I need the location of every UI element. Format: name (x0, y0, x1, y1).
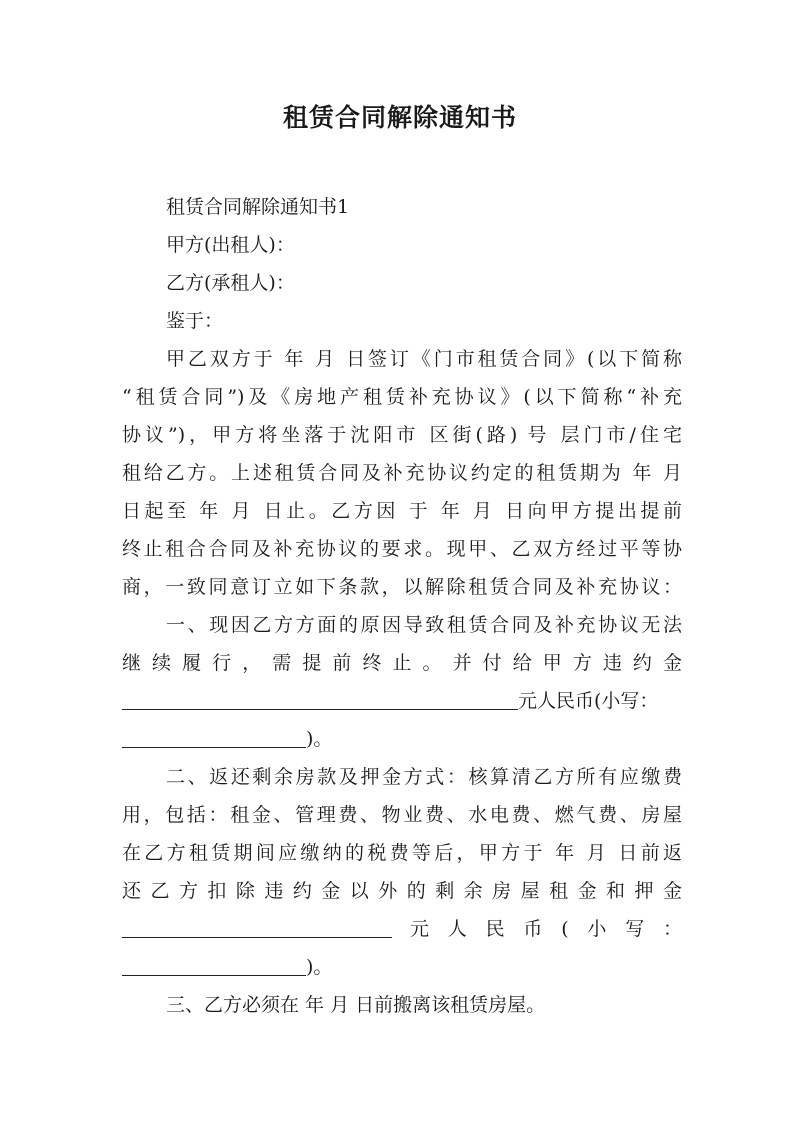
body-text-line: 租给乙方。上述租赁合同及补充协议约定的租赁期为 年 月 (122, 462, 682, 484)
clause-1-line: 继续履行，需提前终止。并付给甲方违约金 (122, 652, 682, 674)
body-text-line: 商，一致同意订立如下条款，以解除租赁合同及补充协议： (122, 576, 682, 598)
closing-text: )。 (306, 728, 333, 750)
clause-2-line: 用，包括：租金、管理费、物业费、水电费、燃气费、房屋 (122, 804, 682, 826)
whereas-line: 鉴于： (166, 310, 224, 332)
refund-amount-blank (122, 917, 392, 938)
clause-2-figure-line (122, 947, 682, 987)
clause-2-amount-line (122, 909, 682, 949)
body-text-line: 甲乙双方于 年 月 日签订《门市租赁合同》(以下简称 (166, 348, 682, 370)
party-a-line: 甲方(出租人)： (166, 234, 295, 256)
clause-3-line: 三、乙方必须在 年 月 日前搬离该租赁房屋。 (166, 994, 546, 1016)
paragraph-heading-line: 租赁合同解除通知书1 (166, 196, 350, 218)
body-text-line: 终止租合合同及补充协议的要求。现甲、乙双方经过平等协 (122, 538, 682, 560)
body-text-line: “租赁合同”)及《房地产租赁补充协议》(以下简称“补充 (122, 386, 682, 408)
closing-text: )。 (306, 956, 333, 978)
clause-1-amount-line (122, 681, 682, 721)
amount-text: 元人民币(小写： (410, 918, 682, 940)
penalty-amount-blank (122, 689, 518, 710)
penalty-figure-blank (122, 727, 306, 748)
clause-2-line: 在乙方租赁期间应缴纳的税费等后，甲方于 年 月 日前返 (122, 842, 682, 864)
clause-2-line: 二、返还剩余房款及押金方式：核算清乙方所有应缴费 (166, 766, 682, 788)
clause-1-figure-line (122, 719, 682, 759)
body-text-line: 日起至 年 月 日止。乙方因 于 年 月 日向甲方提出提前 (122, 500, 682, 522)
clause-2-line: 还乙方扣除违约金以外的剩余房屋租金和押金 (122, 880, 682, 902)
amount-text: 元人民币(小写： (518, 690, 659, 712)
clause-1-line: 一、现因乙方方面的原因导致租赁合同及补充协议无法 (166, 614, 682, 636)
document-title: 租赁合同解除通知书 (282, 103, 517, 132)
body-text-line: 协议”)，甲方将坐落于沈阳市 区街(路) 号 层门市/住宅 (122, 424, 682, 446)
party-b-line: 乙方(承租人)： (166, 272, 295, 294)
refund-figure-blank (122, 955, 306, 976)
